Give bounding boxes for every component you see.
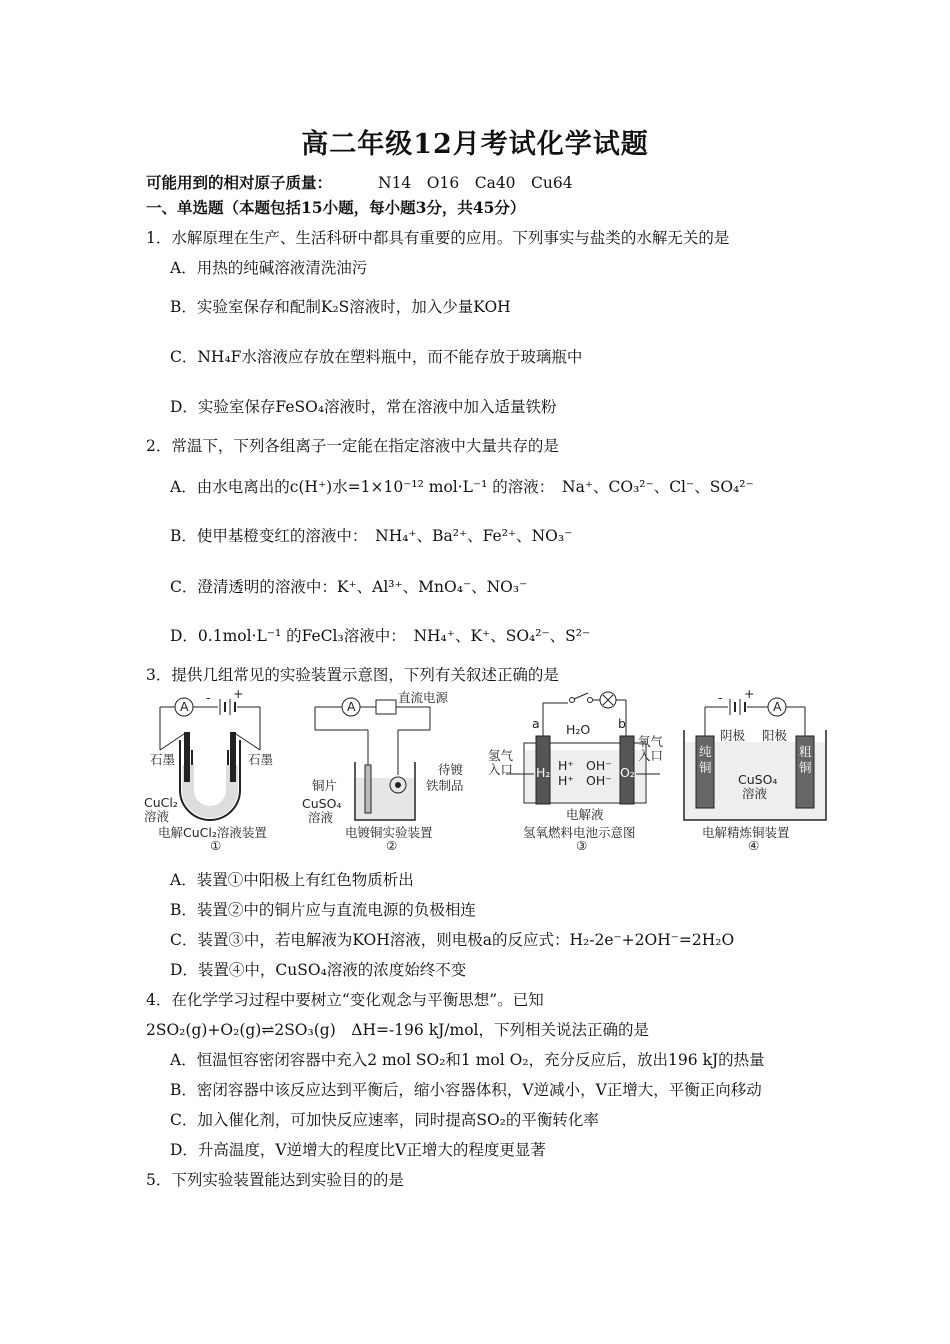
question-2-option-c: C．澄清透明的溶液中：K⁺、Al³⁺、MnO₄⁻、NO₃⁻ [170, 578, 528, 596]
question-2-option-d: D．0.1mol·L⁻¹ 的FeCl₃溶液中： NH₄⁺、K⁺、SO₄²⁻、S²⁻ [170, 627, 591, 645]
label-graphite-right: 石墨 [248, 752, 274, 767]
graphite-electrode-left [184, 732, 190, 782]
label-electrode-a: a [532, 716, 540, 731]
label-oxygen: 氧气 [638, 734, 664, 749]
label-inlet: 入口 [488, 762, 514, 777]
positive-sign: + [744, 690, 755, 701]
label-inlet: 入口 [638, 748, 664, 763]
question-4-option-d: D．升高温度，V逆增大的程度比V正增大的程度更显著 [170, 1141, 546, 1159]
dc-power-supply [376, 700, 396, 714]
figure-2-copper-plating [300, 690, 480, 850]
question-3-option-c: C．装置③中，若电解液为KOH溶液，则电极a的反应式：H₂-2e⁻+2OH⁻=2H₂O [170, 931, 735, 949]
copper-plate [365, 765, 371, 813]
label-h2o: H₂O [566, 722, 591, 737]
label-cathode: 阴极 [720, 728, 746, 743]
question-3-stem: 3．提供几组常见的实验装置示意图，下列有关叙述正确的是 [146, 666, 559, 684]
question-1-option-a: A．用热的纯碱溶液清洗油污 [170, 259, 368, 277]
page-title: 高二年级12月考试化学试题 [301, 129, 649, 160]
question-4-option-c: C．加入催化剂，可加快反应速率，同时提高SO₂的平衡转化率 [170, 1111, 599, 1129]
label-cuso4: CuSO₄ [302, 796, 342, 811]
figure-2-caption: 电镀铜实验装置 [345, 825, 433, 840]
question-4-stem: 4．在化学学习过程中要树立“变化观念与平衡思想”。已知 [146, 991, 544, 1009]
label-electrode-b: b [618, 716, 626, 731]
label-h-plus: H⁺ [558, 758, 574, 773]
question-3-option-a: A．装置①中阳极上有红色物质析出 [170, 871, 414, 889]
question-4-equation: 2SO₂(g)+O₂(g)⇌2SO₃(g) ΔH=-196 kJ/mol，下列相关说法正确的是 [146, 1021, 650, 1039]
question-4-option-b: B．密闭容器中该反应达到平衡后，缩小容器体积，V逆减小，V正增大，平衡正向移动 [170, 1081, 762, 1099]
label-pure: 纯 [699, 744, 712, 759]
question-5-stem: 5．下列实验装置能达到实验目的的是 [146, 1171, 404, 1189]
ammeter-label: A [180, 699, 189, 714]
question-3-option-d: D．装置④中，CuSO₄溶液的浓度始终不变 [170, 961, 467, 979]
figure-3-caption: 氢氧燃料电池示意图 [523, 825, 636, 840]
question-1-option-c: C．NH₄F水溶液应存放在塑料瓶中，而不能存放于玻璃瓶中 [170, 348, 583, 366]
label-anode: 阳极 [762, 728, 788, 743]
label-cucl2: CuCl₂ [144, 795, 178, 810]
question-1-stem: 1．水解原理在生产、生活科研中都具有重要的应用。下列事实与盐类的水解无关的是 [146, 229, 730, 247]
figure-1-caption: 电解CuCl₂溶液装置 [158, 825, 267, 840]
atomic-mass-values: N14 O16 Ca40 Cu64 [378, 174, 573, 192]
figure-4-copper-refining [680, 690, 840, 850]
figure-1-electrolysis-cucl2 [140, 690, 290, 850]
label-solution: 溶液 [144, 809, 170, 824]
label-copper: 铜 [799, 760, 812, 775]
label-hydrogen: 氢气 [488, 748, 514, 763]
label-oh-minus: OH⁻ [586, 758, 612, 773]
section-heading: 一、单选题（本题包括15小题，每小题3分，共45分） [146, 198, 526, 217]
label-copper-sheet: 铜片 [312, 778, 338, 793]
label-copper: 铜 [699, 760, 712, 775]
figure-4-number: ④ [748, 838, 760, 850]
negative-sign: - [206, 690, 211, 705]
label-solution: 溶液 [308, 810, 334, 825]
ammeter-label: A [773, 699, 782, 714]
graphite-electrode-right [230, 732, 236, 782]
question-1-option-b: B．实验室保存和配制K₂S溶液时，加入少量KOH [170, 298, 511, 316]
question-4-option-a: A．恒温恒容密闭容器中充入2 mol SO₂和1 mol O₂，充分反应后，放出196 kJ的热量 [170, 1051, 765, 1069]
label-to-be-plated: 待镀 [438, 762, 464, 777]
label-h-plus: H⁺ [558, 773, 574, 788]
label-o2: O₂ [620, 765, 635, 780]
atomic-mass-label: 可能用到的相对原子质量： [146, 173, 333, 192]
ammeter-label: A [347, 699, 356, 714]
label-iron-product: 铁制品 [426, 778, 464, 793]
question-2-option-a: A．由水电离出的c(H⁺)水=1×10⁻¹² mol·L⁻¹ 的溶液： Na⁺、CO₃²⁻、Cl⁻、SO₄²⁻ [170, 478, 754, 496]
negative-sign: - [718, 690, 723, 705]
label-solution: 溶液 [742, 786, 768, 801]
label-crude: 粗 [799, 744, 812, 759]
label-cuso4: CuSO₄ [738, 772, 778, 787]
label-dc-power: 直流电源 [398, 690, 449, 705]
label-electrolyte: 电解液 [566, 807, 604, 822]
figure-3-hydrogen-fuel-cell [488, 688, 678, 850]
figure-3-number: ③ [576, 838, 588, 850]
positive-sign: + [233, 690, 244, 701]
figure-2-number: ② [386, 838, 398, 850]
question-3-option-b: B．装置②中的铜片应与直流电源的负极相连 [170, 901, 476, 919]
question-1-option-d: D．实验室保存FeSO₄溶液时，常在溶液中加入适量铁粉 [170, 398, 557, 416]
label-graphite-left: 石墨 [150, 752, 176, 767]
figure-4-caption: 电解精炼铜装置 [702, 825, 790, 840]
label-oh-minus: OH⁻ [586, 773, 612, 788]
question-2-stem: 2．常温下，下列各组离子一定能在指定溶液中大量共存的是 [146, 437, 559, 455]
figure-1-number: ① [210, 838, 222, 850]
question-2-option-b: B．使甲基橙变红的溶液中： NH₄⁺、Ba²⁺、Fe²⁺、NO₃⁻ [170, 527, 573, 545]
label-h2: H₂ [536, 765, 551, 780]
